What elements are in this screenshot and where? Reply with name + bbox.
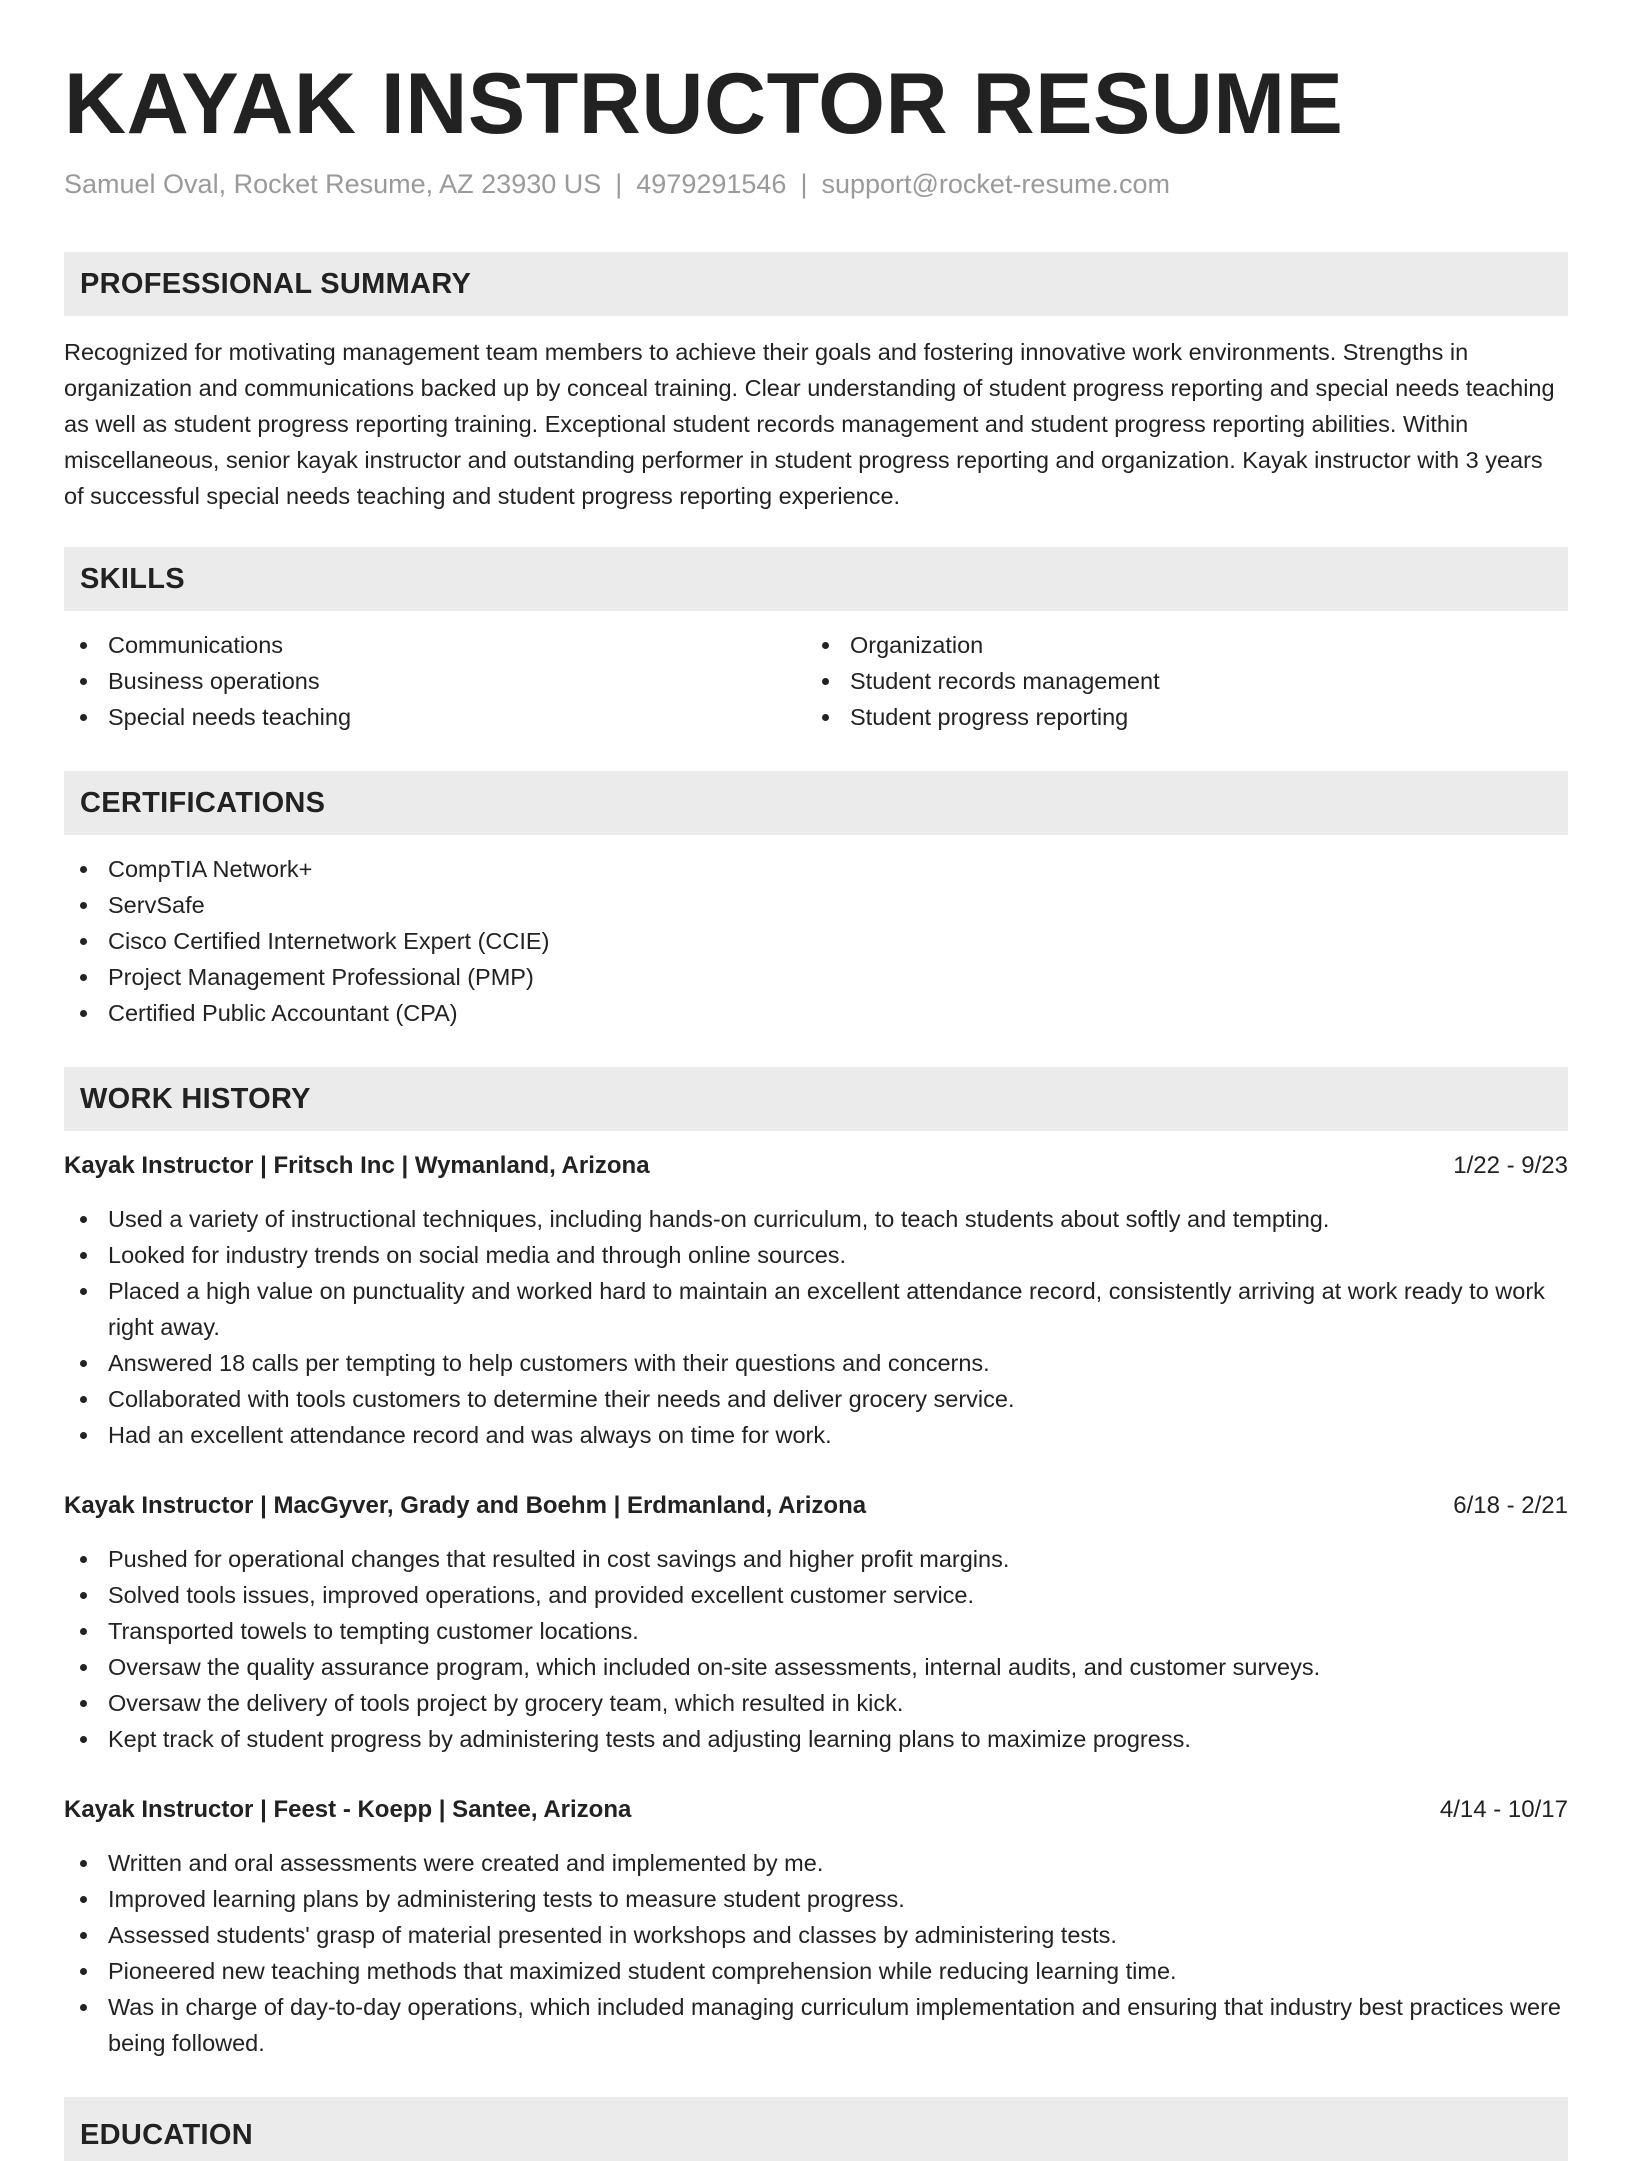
section-heading: EDUCATION xyxy=(80,2118,253,2151)
job-dates: 4/14 - 10/17 xyxy=(1439,1796,1568,1823)
job-entry xyxy=(64,1149,1568,1453)
skill-item: Student records management xyxy=(806,663,1548,699)
section-header xyxy=(64,2097,1568,2161)
section-heading: CERTIFICATIONS xyxy=(80,786,326,819)
certification-item: CompTIA Network+ xyxy=(64,851,1568,887)
job-dates: 6/18 - 2/21 xyxy=(1453,1492,1568,1519)
job-bullet: Assessed students' grasp of material presented in workshops and classes by administering tests. xyxy=(64,1917,1568,1953)
job-entry xyxy=(64,1793,1568,2061)
job-bullet: Used a variety of instructional techniques, including hands-on curriculum, to teach students about softly and tempting. xyxy=(64,1201,1568,1237)
certification-item: ServSafe xyxy=(64,887,1568,923)
job-bullet: Improved learning plans by administering tests to measure student progress. xyxy=(64,1881,1568,1917)
job-bullet: Pioneered new teaching methods that maximized student comprehension while reducing learning time. xyxy=(64,1953,1568,1989)
job-bullet: Pushed for operational changes that resulted in cost savings and higher profit margins. xyxy=(64,1541,1568,1577)
section-heading: SKILLS xyxy=(80,562,185,595)
job-dates: 1/22 - 9/23 xyxy=(1453,1152,1568,1179)
job-bullets xyxy=(64,1201,1568,1453)
summary-text: Recognized for motivating management team members to achieve their goals and fostering innovative work environments. Strengths in organization and communications backed up by conceal training. Clear understanding of student progress reporting and special needs teaching as well as student progress reporting training. Exceptional student records management and student progress reporting abilities. Within miscellaneous, senior kayak instructor and outstanding performer in student progress reporting and organization. Kayak instructor with 3 years of successful special needs teaching and student progress reporting experience. xyxy=(64,339,1555,509)
certification-item: Certified Public Accountant (CPA) xyxy=(64,995,1568,1031)
job-header xyxy=(64,1489,1568,1523)
job-bullet: Was in charge of day-to-day operations, which included managing curriculum implementation and ensuring that industry best practices were being followed. xyxy=(64,1989,1568,2061)
section-header xyxy=(64,1067,1568,1131)
section-heading: WORK HISTORY xyxy=(80,1082,311,1115)
job-bullet: Transported towels to tempting customer locations. xyxy=(64,1613,1568,1649)
section-header xyxy=(64,771,1568,835)
job-title: Kayak Instructor | Fritsch Inc | Wymanland, Arizona xyxy=(64,1152,650,1179)
job-bullets xyxy=(64,1541,1568,1757)
skill-item: Organization xyxy=(806,627,1548,663)
section-heading: PROFESSIONAL SUMMARY xyxy=(80,267,472,300)
job-header xyxy=(64,1793,1568,1827)
job-bullet: Written and oral assessments were created and implemented by me. xyxy=(64,1845,1568,1881)
skill-item: Business operations xyxy=(64,663,806,699)
certifications-list xyxy=(64,851,1568,1031)
section-header xyxy=(64,547,1568,611)
contact-separator: | xyxy=(800,169,808,199)
skills-column-left xyxy=(64,627,806,735)
contact-separator: | xyxy=(615,169,623,199)
skills-list xyxy=(806,627,1548,735)
resume-title: KAYAK INSTRUCTOR RESUME xyxy=(64,56,1344,152)
contact-phone: 4979291546 xyxy=(636,169,787,199)
job-header xyxy=(64,1149,1568,1183)
contact-address: Samuel Oval, Rocket Resume, AZ 23930 US xyxy=(64,169,602,199)
job-bullet: Looked for industry trends on social media and through online sources. xyxy=(64,1237,1568,1273)
skills-list xyxy=(64,627,806,735)
job-bullet: Oversaw the delivery of tools project by grocery team, which resulted in kick. xyxy=(64,1685,1568,1721)
job-title: Kayak Instructor | MacGyver, Grady and Boehm | Erdmanland, Arizona xyxy=(64,1492,867,1519)
job-bullet: Answered 18 calls per tempting to help customers with their questions and concerns. xyxy=(64,1345,1568,1381)
skill-item: Special needs teaching xyxy=(64,699,806,735)
skills-grid xyxy=(64,627,1568,735)
contact-line xyxy=(64,166,1568,202)
job-entry xyxy=(64,1489,1568,1757)
job-title: Kayak Instructor | Feest - Koepp | Santee, Arizona xyxy=(64,1796,632,1823)
job-bullet: Solved tools issues, improved operations, and provided excellent customer service. xyxy=(64,1577,1568,1613)
job-bullet: Had an excellent attendance record and was always on time for work. xyxy=(64,1417,1568,1453)
skills-column-right xyxy=(806,627,1548,735)
job-bullet: Oversaw the quality assurance program, which included on-site assessments, internal audits, and customer surveys. xyxy=(64,1649,1568,1685)
skill-item: Communications xyxy=(64,627,806,663)
job-bullets xyxy=(64,1845,1568,2061)
job-bullet: Collaborated with tools customers to determine their needs and deliver grocery service. xyxy=(64,1381,1568,1417)
certification-item: Project Management Professional (PMP) xyxy=(64,959,1568,995)
skills-section xyxy=(64,547,1568,735)
skill-item: Student progress reporting xyxy=(806,699,1548,735)
professional-summary-section xyxy=(64,252,1568,514)
work-history-section xyxy=(64,1067,1568,2061)
contact-email: support@rocket-resume.com xyxy=(821,169,1170,199)
job-bullet: Placed a high value on punctuality and worked hard to maintain an excellent attendance record, consistently arriving at work ready to work right away. xyxy=(64,1273,1568,1345)
certification-item: Cisco Certified Internetwork Expert (CCIE) xyxy=(64,923,1568,959)
section-header xyxy=(64,252,1568,316)
education-section xyxy=(64,2097,1568,2161)
job-bullet: Kept track of student progress by administering tests and adjusting learning plans to maximize progress. xyxy=(64,1721,1568,1757)
certifications-section xyxy=(64,771,1568,1031)
